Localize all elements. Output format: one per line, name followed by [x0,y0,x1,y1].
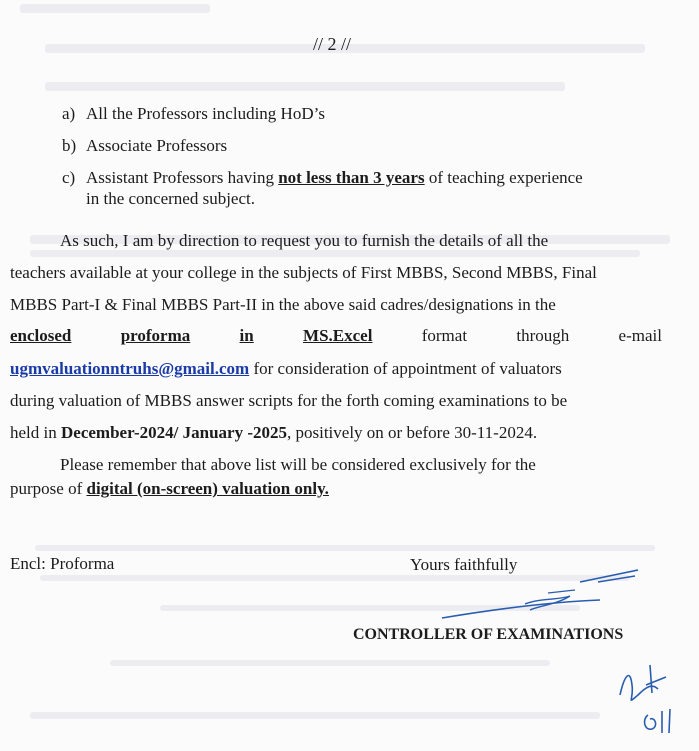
exam-period: December-2024/ January -2025 [61,423,287,442]
paragraph-line: during valuation of MBBS answer scripts for the forth coming examinations to be [10,391,568,410]
list-marker: a) [62,104,76,123]
signatory-designation: CONTROLLER OF EXAMINATIONS [353,626,624,643]
signature-icon [430,560,650,630]
list-item-text: of teaching experience [424,168,583,187]
page-number: // 2 // [313,34,352,54]
enclosure-note: Encl: Proforma [10,554,115,573]
list-marker: b) [62,136,77,155]
list-item: All the Professors including HoD’s [86,104,325,123]
closing-salutation: Yours faithfully [410,555,518,574]
email-word: e-mail [618,326,662,345]
list-item [86,168,583,188]
paragraph-text: held in [10,423,61,442]
through-text: through [516,326,570,345]
paragraph-line: teachers available at your college in the subjects of First MBBS, Second MBBS, Final [10,263,597,282]
deadline-text: , positively on or before 30-11-2024. [287,423,538,442]
list-item-continuation: in the concerned subject. [86,189,255,208]
ms-excel-text: MS.Excel [303,326,373,345]
paragraph-line: Please remember that above list will be considered exclusively for the [60,455,536,474]
paragraph-text: for consideration of appointment of valuators [249,359,562,378]
valuation-mode: digital (on-screen) valuation only. [86,479,329,498]
paragraph-line: As such, I am by direction to request you to furnish the details of all the [60,231,549,250]
list-marker: c) [62,168,76,187]
paragraph-text: purpose of [10,479,87,498]
paragraph-line [10,479,329,499]
paragraph-line: MBBS Part-I & Final MBBS Part-II in the above said cadres/designations in the [10,295,556,314]
experience-requirement: not less than 3 years [278,168,425,187]
paragraph-line [10,423,537,443]
paragraph-line [10,359,562,379]
enclosed-text: enclosed [10,326,72,345]
list-item-text: Assistant Professors having [86,168,279,187]
justified-line [10,326,662,346]
email-link[interactable]: ugmvaluationntruhs@gmail.com [10,359,250,378]
list-item: Associate Professors [86,136,228,155]
handwritten-initials-icon [612,655,692,740]
proforma-text: proforma [120,326,191,345]
in-text: in [239,326,254,345]
format-text: format [421,326,468,345]
